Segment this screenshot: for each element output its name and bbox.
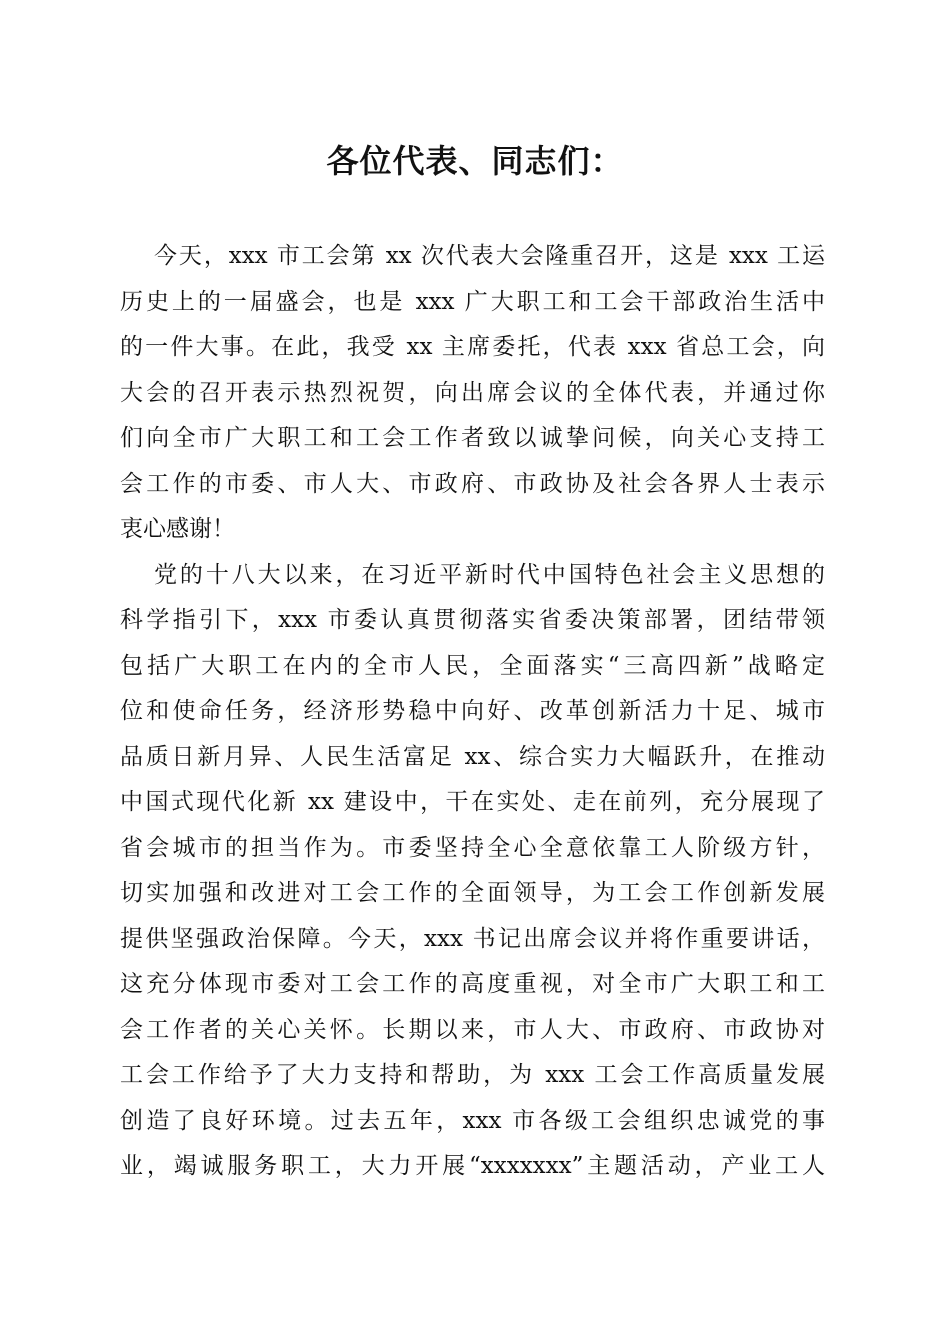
paragraph-line: 大会的召开表示热烈祝贺，向出席会议的全体代表，并通过你 [120, 379, 825, 406]
document-body [120, 234, 825, 1190]
paragraph-line: 会工作者的关心关怀。长期以来，市人大、市政府、市政协对 [120, 1016, 825, 1043]
paragraph-line: 业，竭诚服务职工，大力开展“xxxxxxx”主题活动，产业工人 [120, 1153, 825, 1179]
paragraph-line: 党的十八大以来，在习近平新时代中国特色社会主义思想的 [154, 561, 825, 588]
paragraph-line: 衷心感谢！ [120, 516, 235, 542]
paragraph-line: 会工作的市委、市人大、市政府、市政协及社会各界人士表示 [120, 470, 825, 497]
paragraph-line: 工会工作给予了大力支持和帮助，为 xxx 工会工作高质量发展 [120, 1062, 825, 1088]
paragraph-line: 的一件大事。在此，我受 xx 主席委托，代表 xxx 省总工会，向 [120, 334, 825, 360]
paragraph-line: 省会城市的担当作为。市委坚持全心全意依靠工人阶级方针， [120, 834, 825, 861]
paragraph-line: 历史上的一届盛会，也是 xxx 广大职工和工会干部政治生活中 [120, 288, 825, 315]
paragraph-line: 提供坚强政治保障。今天，xxx 书记出席会议并将作重要讲话， [120, 925, 825, 952]
paragraph-line: 们向全市广大职工和工会工作者致以诚挚问候，向关心支持工 [120, 425, 825, 451]
paragraph-line: 这充分体现市委对工会工作的高度重视，对全市广大职工和工 [120, 971, 825, 997]
paragraph-line: 品质日新月异、人民生活富足 xx、综合实力大幅跃升，在推动 [120, 743, 825, 770]
paragraph-line: 今天，xxx 市工会第 xx 次代表大会隆重召开，这是 xxx 工运 [154, 243, 825, 269]
paragraph-line: 切实加强和改进对工会工作的全面领导，为工会工作创新发展 [120, 880, 825, 906]
paragraph-line: 创造了良好环境。过去五年，xxx 市各级工会组织忠诚党的事 [120, 1107, 825, 1134]
document-title: 各位代表、同志们： [326, 142, 624, 180]
paragraph-line: 位和使命任务，经济形势稳中向好、改革创新活力十足、城市 [120, 698, 825, 724]
paragraph-line: 中国式现代化新 xx 建设中，干在实处、走在前列，充分展现了 [120, 789, 825, 815]
paragraph-line: 科学指引下，xxx 市委认真贯彻落实省委决策部署，团结带领 [120, 607, 825, 633]
paragraph-line: 包括广大职工在内的全市人民，全面落实“三高四新”战略定 [120, 652, 825, 679]
